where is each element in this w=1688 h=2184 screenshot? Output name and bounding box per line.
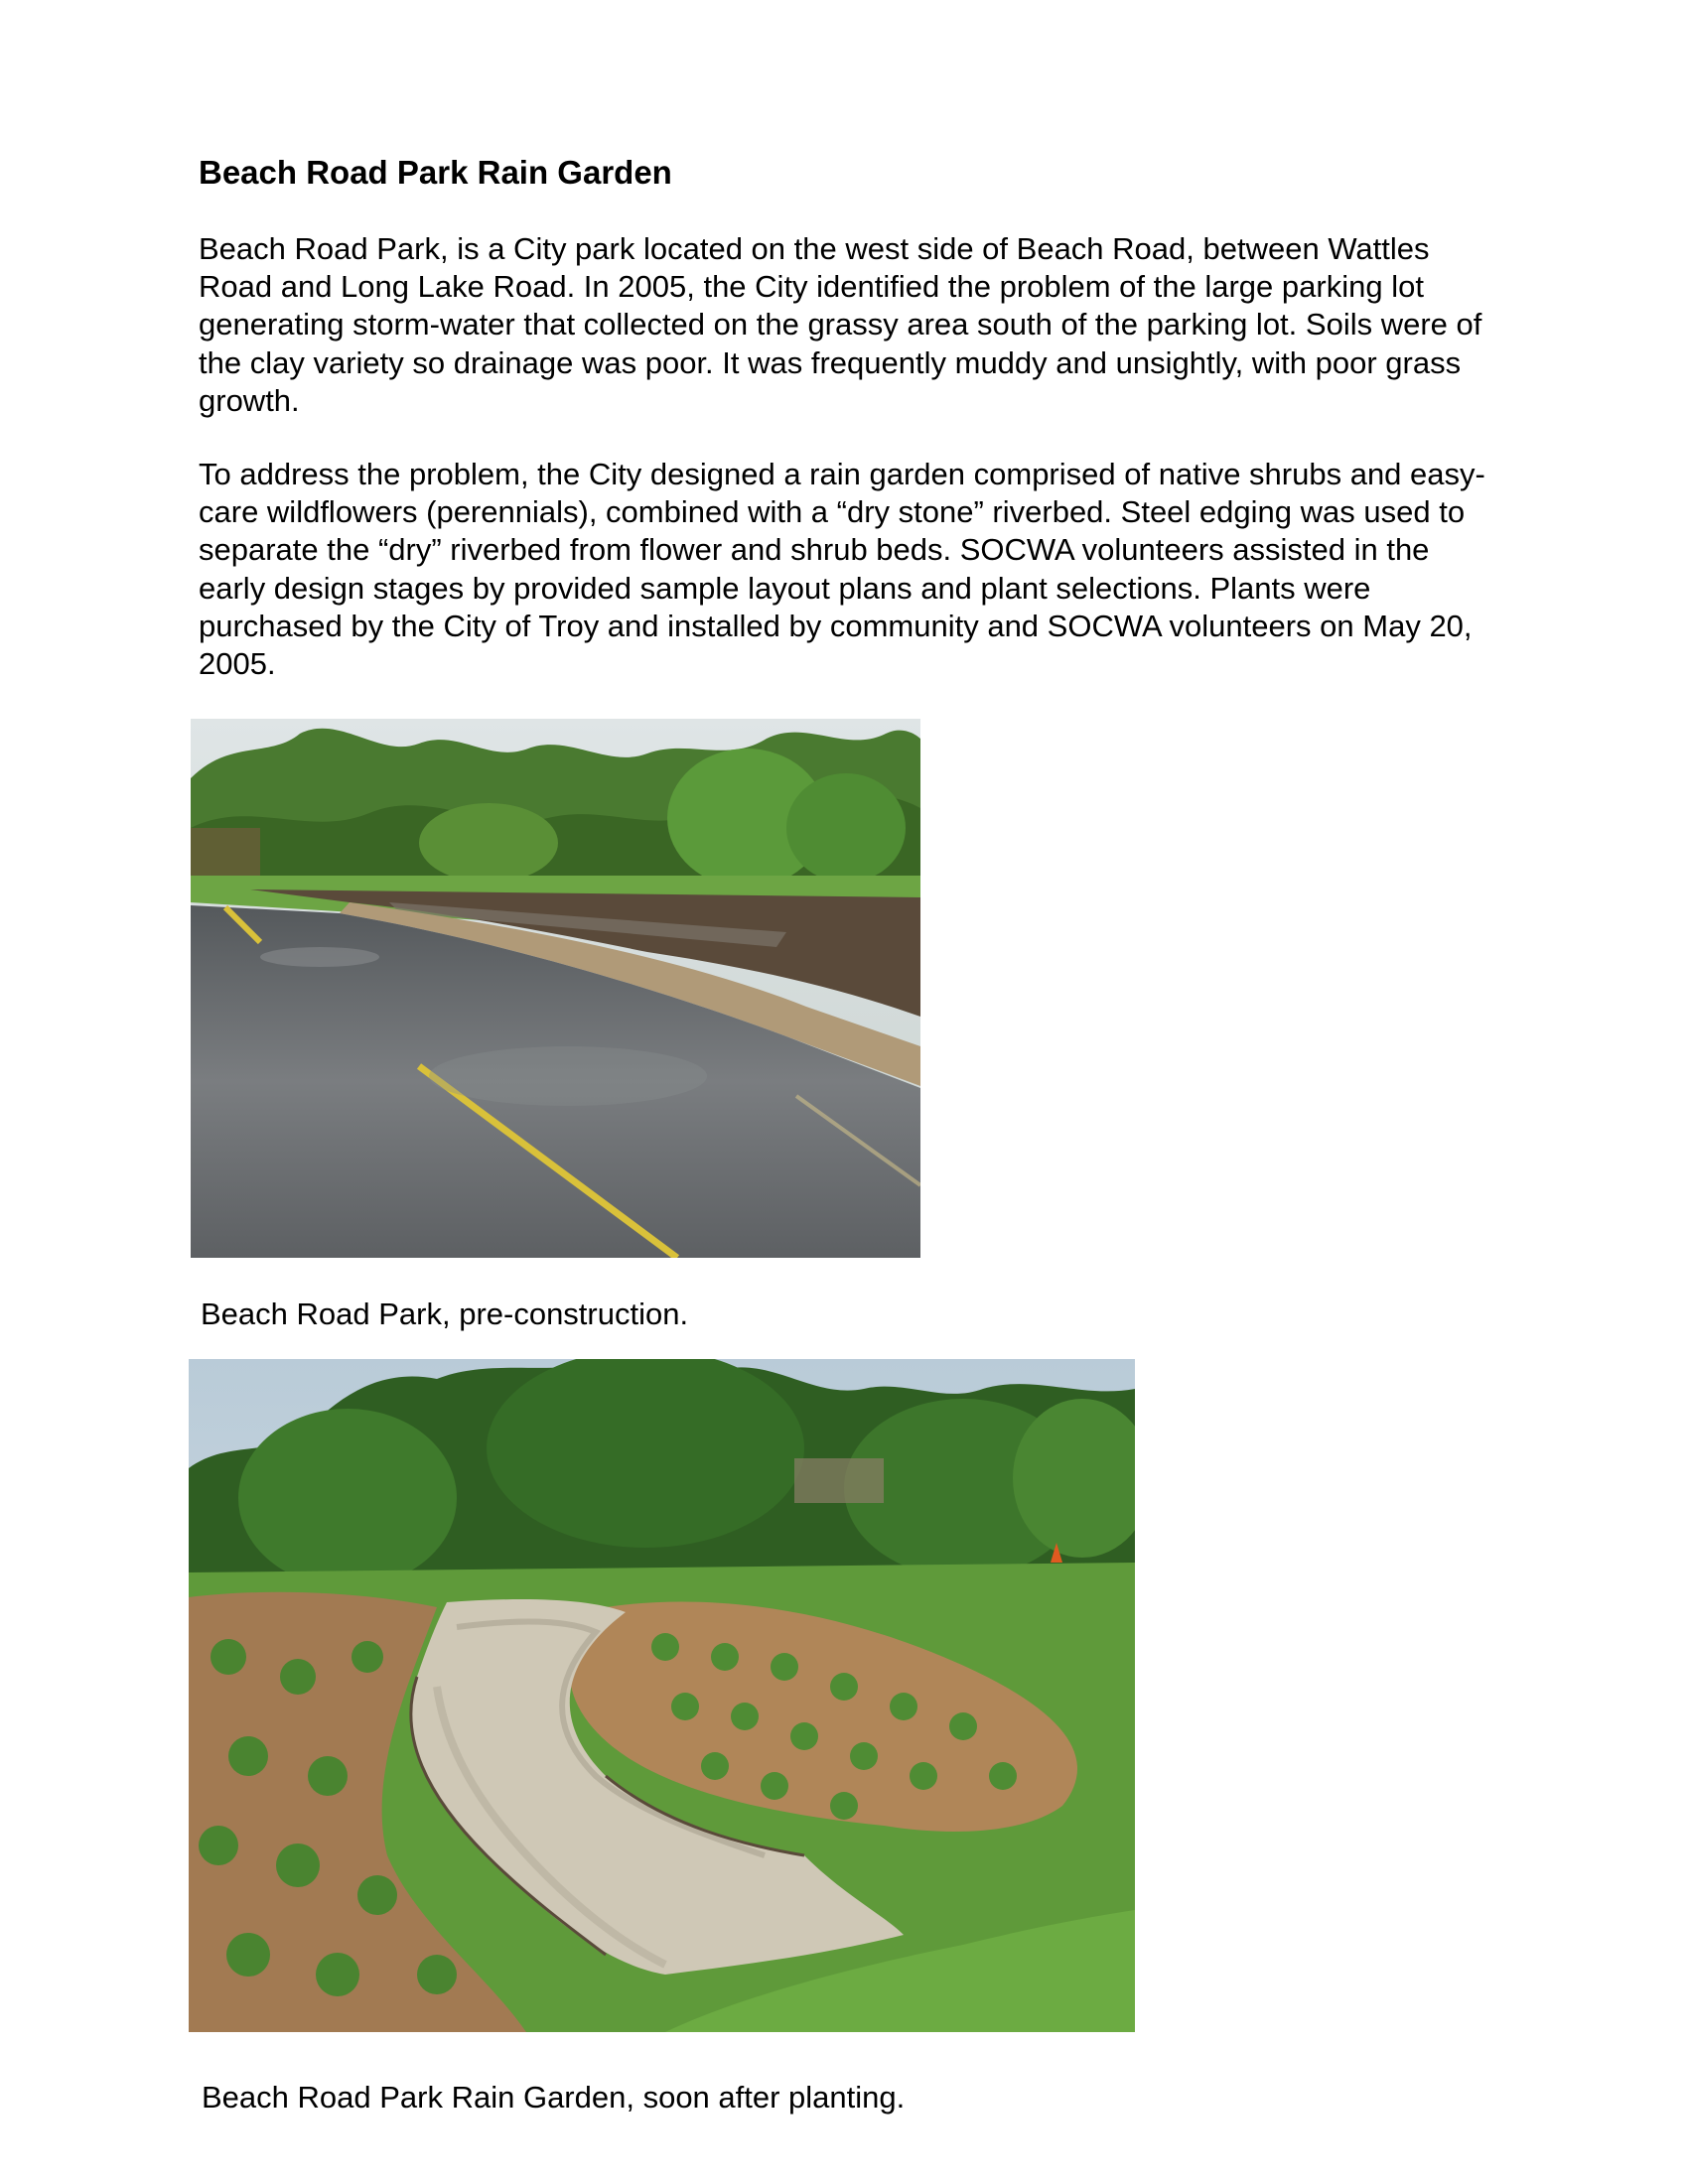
caption-pre-construction: Beach Road Park, pre-construction. <box>201 1297 689 1331</box>
document-title: Beach Road Park Rain Garden <box>199 154 672 191</box>
paragraph-intro: Beach Road Park, is a City park located on the west side of Beach Road, between Wattles Road and Long Lake Road. In 2005, the City identified the problem of the large parking lot generating storm-water that collected on the grassy area south of the parking lot. Soils were of the clay variety so drainage was poor. It was frequently muddy and unsightly, with poor grass growth. <box>199 231 1482 418</box>
paragraph-solution: To address the problem, the City designed a rain garden comprised of native shrubs and easy-care wildflowers (perennials), combined with a “dry stone” riverbed. Steel edging was used to separate the “dry” riverbed from flower and shrub beds. SOCWA volunteers assisted in the early design stages by provided sample layout plans and plant selections. Plants were purchased by the City of Troy and installed by community and SOCWA volunteers on May 20, 2005. <box>199 457 1485 682</box>
photo-rain-garden <box>189 1359 1135 2032</box>
photo-pre-construction <box>191 719 920 1258</box>
rain-garden-photo <box>189 1359 1135 2032</box>
parking-lot-photo <box>191 719 920 1258</box>
caption-rain-garden: Beach Road Park Rain Garden, soon after planting. <box>202 2080 906 2115</box>
